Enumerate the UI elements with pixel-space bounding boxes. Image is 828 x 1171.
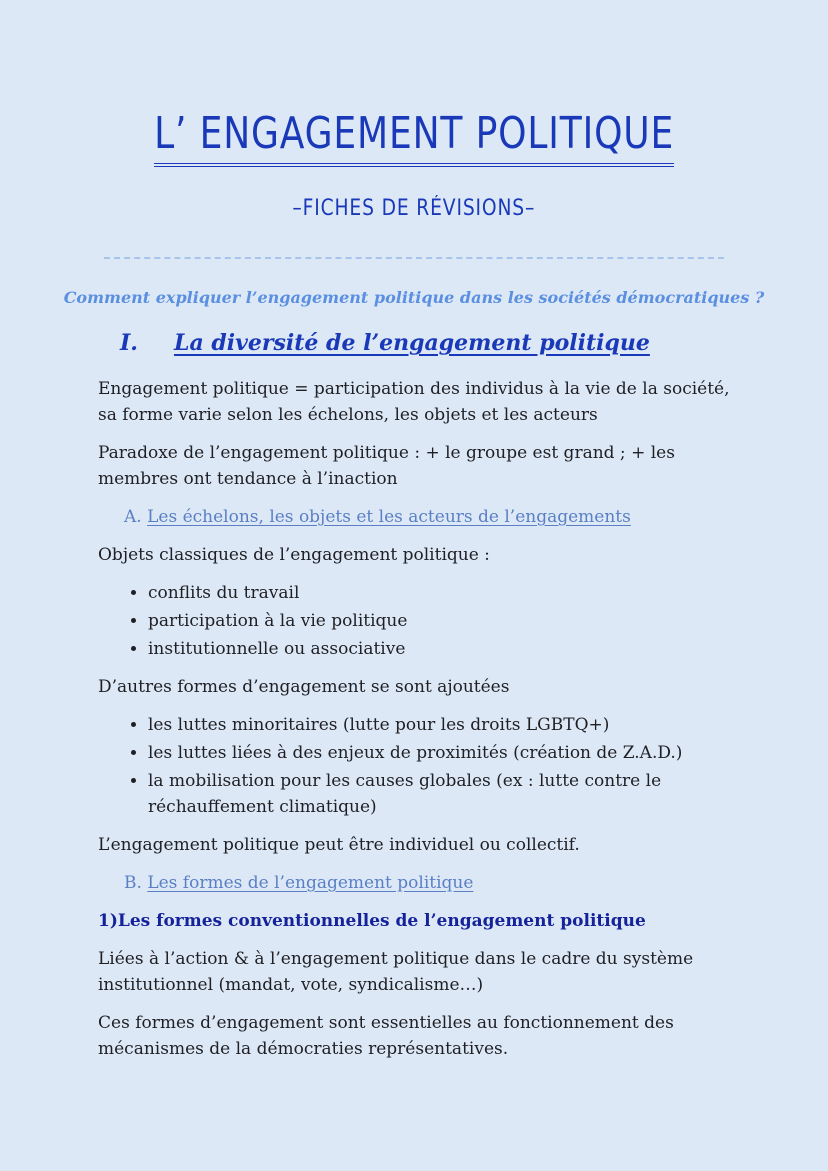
- page-subtitle: –FICHES DE RÉVISIONS–: [292, 196, 536, 221]
- subsection-b-title: Les formes de l’engagement politique: [147, 873, 474, 893]
- list-item: • les luttes liées à des enjeux de proximités (création de Z.A.D.): [148, 740, 748, 766]
- list-item: • participation à la vie politique: [148, 608, 748, 634]
- paragraph-conventional-actions: Liées à l’action & à l’engagement politique dans le cadre du système institutionnel (mandat, vote, syndicalisme…): [98, 949, 694, 995]
- content-body: [98, 376, 748, 1074]
- subheading-conventional-forms: 1)Les formes conventionnelles de l’engagement politique: [98, 911, 646, 931]
- paragraph-paradox: Paradoxe de l’engagement politique : + le groupe est grand ; + les membres ont tendance à l’inaction: [98, 443, 675, 489]
- subsection-b-heading: [124, 870, 748, 896]
- dashed-divider: [104, 257, 724, 259]
- list-classic-objects: [98, 580, 748, 662]
- subsection-a-heading: [124, 504, 748, 530]
- subsection-a-title: Les échelons, les objets et les acteurs de l’engagements: [147, 507, 631, 527]
- list-item: • la mobilisation pour les causes globales (ex : lutte contre le réchauffement climatique): [148, 768, 748, 820]
- list-item: • conflits du travail: [148, 580, 748, 606]
- list-item: • institutionnelle ou associative: [148, 636, 748, 662]
- problematic-question: Comment expliquer l’engagement politique dans les sociétés démocratiques ?: [63, 288, 765, 307]
- section-number: I.: [120, 330, 138, 356]
- subsection-b-label: B.: [124, 873, 142, 893]
- section-heading: [120, 330, 650, 356]
- page-title: L’ ENGAGEMENT POLITIQUE: [0, 108, 828, 167]
- paragraph-individual-collective: L’engagement politique peut être individuel ou collectif.: [98, 835, 580, 855]
- paragraph-definition: Engagement politique = participation des individus à la vie de la société, sa forme varie selon les échelons, les objets et les acteurs: [98, 379, 730, 425]
- list-item: • les luttes minoritaires (lutte pour les droits LGBTQ+): [148, 712, 748, 738]
- list-other-forms: [98, 712, 748, 820]
- paragraph-classic-objects: Objets classiques de l’engagement politique :: [98, 545, 490, 565]
- paragraph-democracy-mechanisms: Ces formes d’engagement sont essentielles au fonctionnement des mécanismes de la démocraties représentatives.: [98, 1013, 674, 1059]
- paragraph-other-forms: D’autres formes d’engagement se sont ajoutées: [98, 677, 510, 697]
- subsection-a-label: A.: [124, 507, 142, 527]
- section-title: La diversité de l’engagement politique: [174, 330, 650, 356]
